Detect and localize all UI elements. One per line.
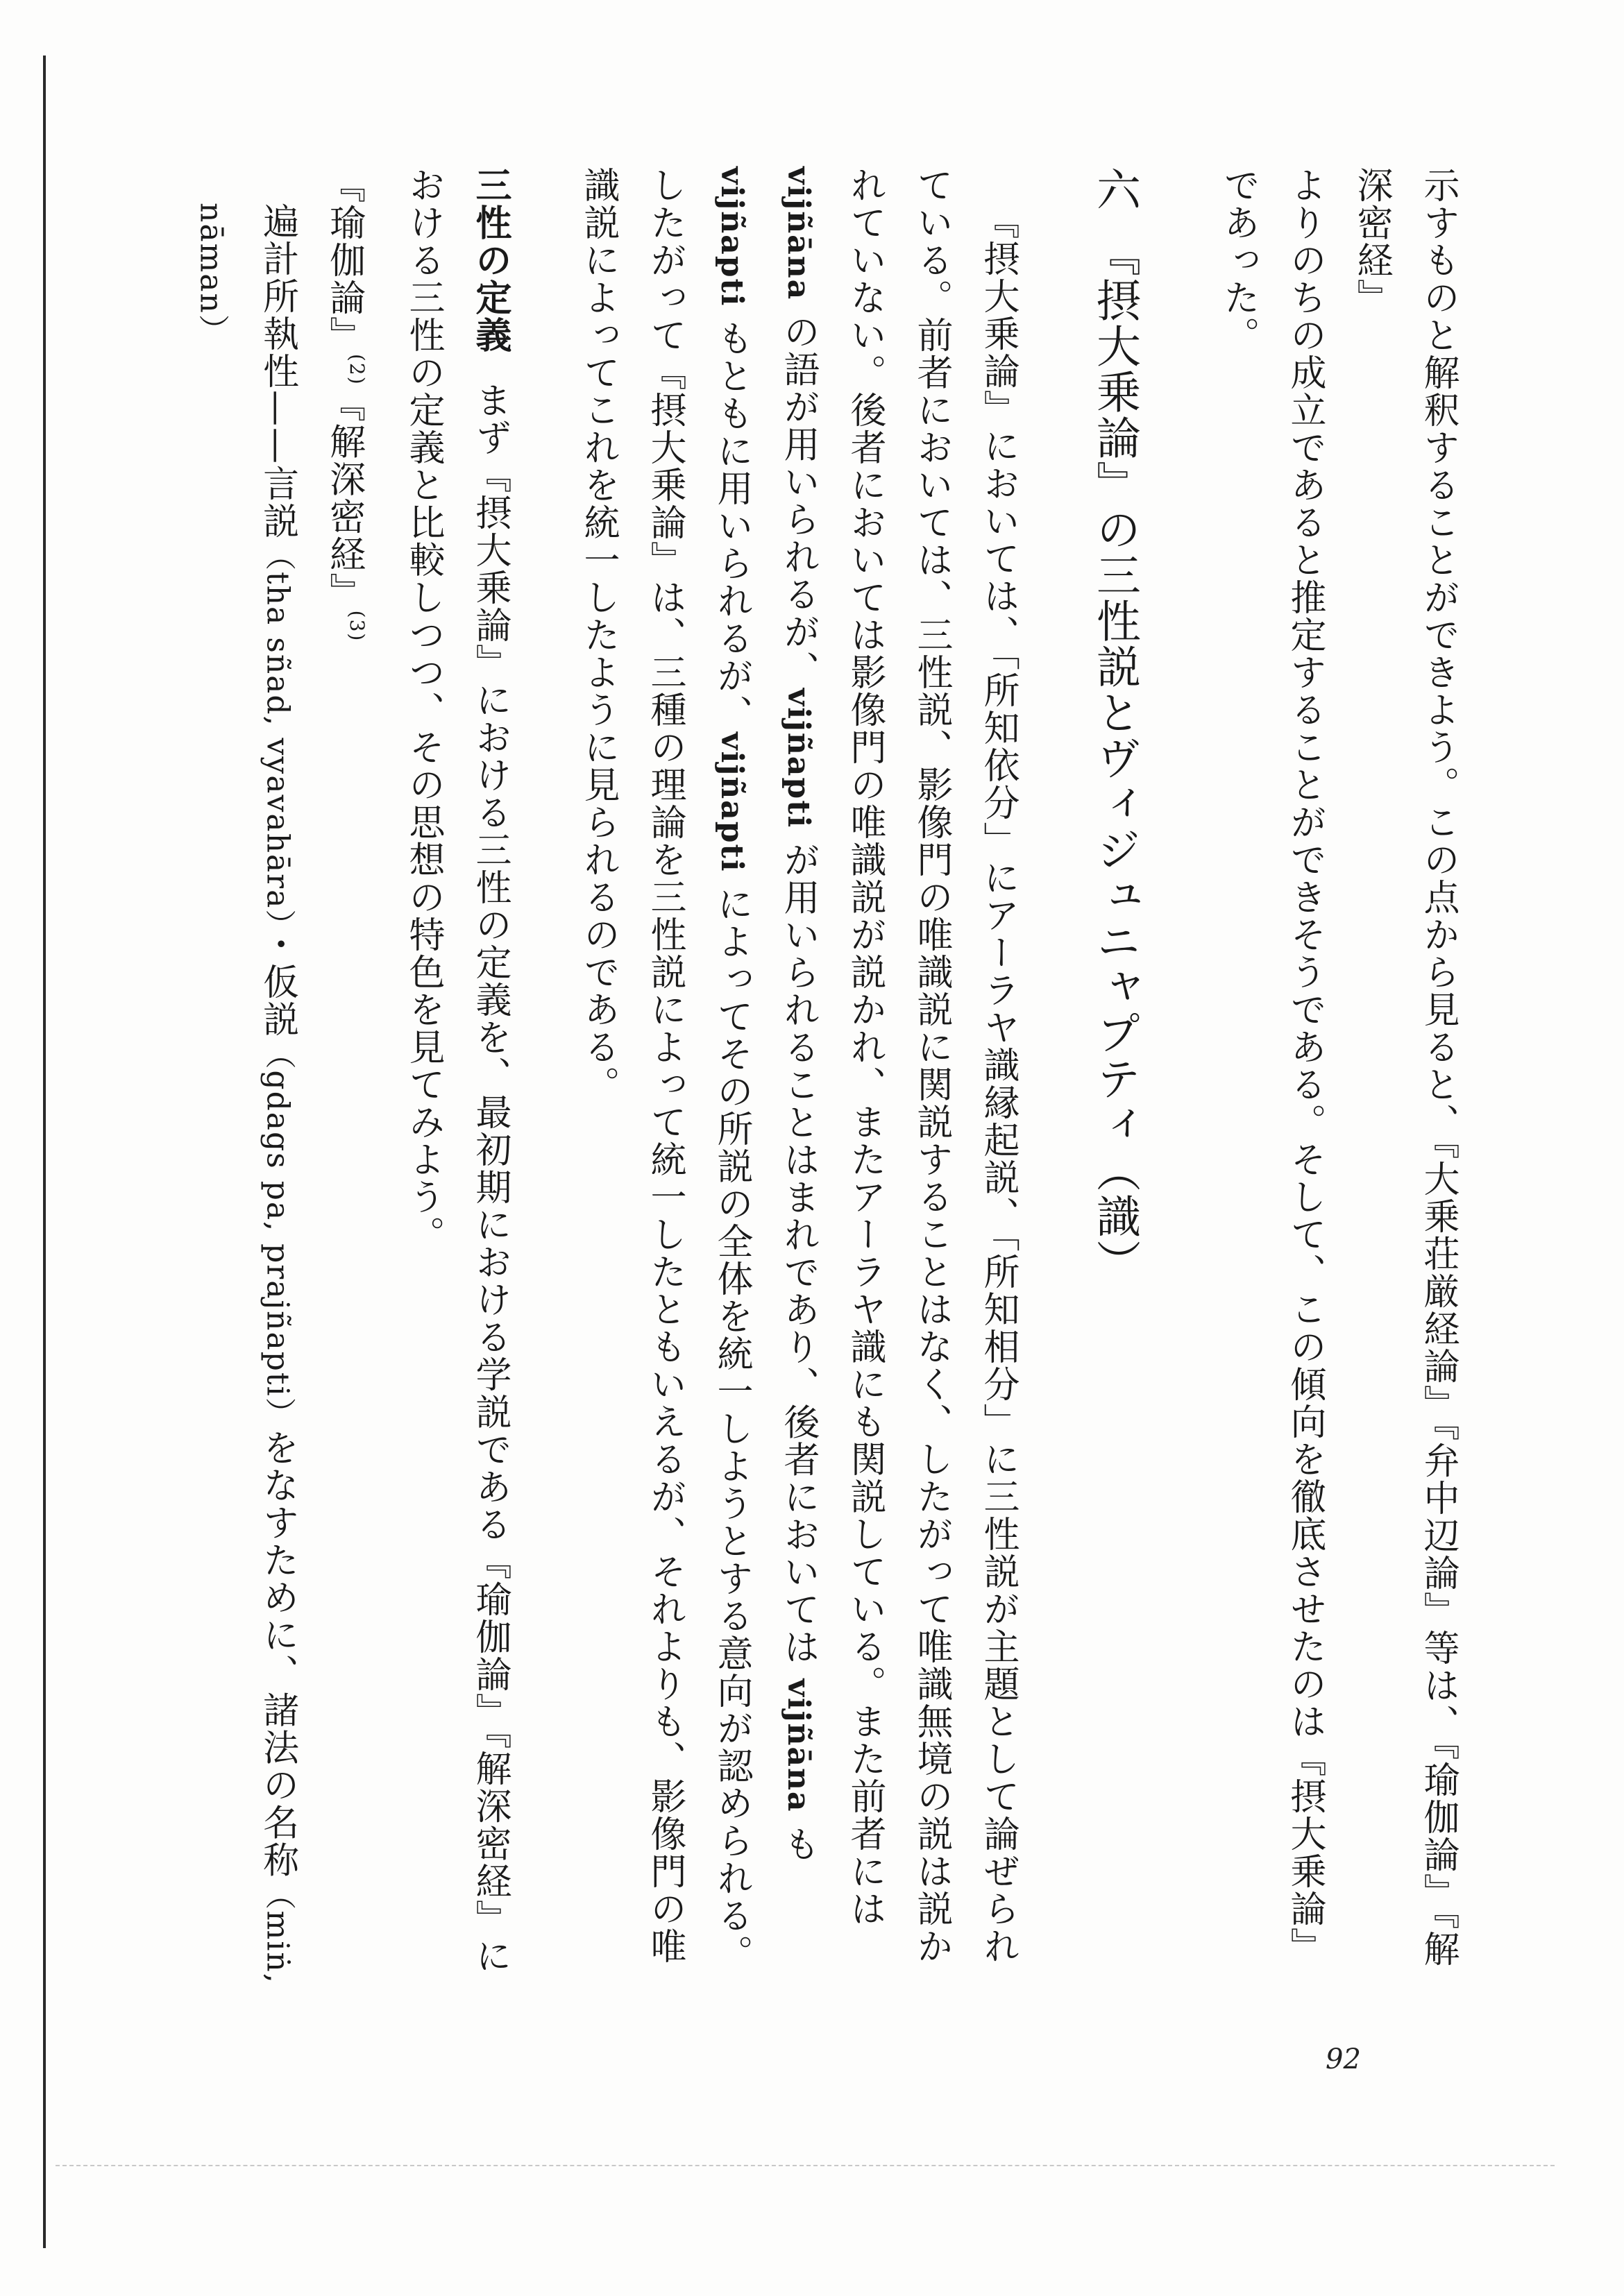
intro-line-2: よりのちの成立であると推定することができそうである。そして、この傾向を徹底させたのは『摂大乗論』であった。 — [1217, 167, 1326, 1965]
paragraph-definition — [390, 167, 523, 1984]
definition-line — [178, 167, 311, 1984]
para2-text: まず『摂大乗論』における三性の定義を、最初期における学説である『瑜伽論』『解深密経』における三性の定義と比較しつつ、その思想の特色を見てみよう。 — [403, 167, 511, 1975]
citation-yugaron: 『瑜伽論』 — [323, 167, 365, 354]
definition-term: 遍計所執性 — [256, 203, 298, 390]
definition-latin-b: （gdags pa, prajñapti） — [260, 1038, 296, 1429]
term-vijnana-1: vijñāna — [781, 167, 816, 301]
para1-text-d: も — [777, 1812, 819, 1864]
section-number: 六 — [1089, 167, 1140, 212]
footnote-ref-3: (3) — [346, 610, 369, 643]
definition-latin-c: （miṅ, nāman） — [193, 203, 296, 1984]
section-heading — [1073, 167, 1156, 1984]
para1-text-e: もともに用いられるが、 — [711, 307, 752, 733]
section-title: 『摂大乗論』の三性説とヴィジュニャプティ — [1089, 232, 1140, 1148]
citation-line — [311, 167, 390, 1984]
term-vijnapti-1: vijñapti — [781, 688, 816, 829]
para1-text-a: 『摂大乗論』においては、「所知依分」にアーラヤ識縁起説、「所知相分」に三性説が主題として論ぜられている。前者においては、三性説、影像門の唯識説に関説することはなく、したがって唯識無境の説は説かれていない。後者においては影像門の唯識説が説かれ、またアーラヤ識にも関説している。また前者には — [844, 167, 1019, 1965]
section-title-paren: （識） — [1089, 1148, 1140, 1285]
vertical-text-body — [83, 167, 1471, 1984]
paragraph-sanzetsu — [565, 167, 1031, 1984]
para1-text-b: の語が用いられるが、 — [777, 300, 819, 688]
para1-text-c: が用いられることはまれであり、後者においては — [777, 828, 819, 1679]
intro-line-1: 示すものと解釈することができよう。この点から見ると、『大乗荘厳経論』『弁中辺論』等は、『瑜伽論』『解深密経』 — [1351, 167, 1459, 1968]
footnote-ref-2: (2) — [346, 354, 369, 386]
definition-text-a: 言説 — [256, 465, 298, 540]
term-vijnapti-2: vijñapti — [714, 167, 750, 307]
citation-gejinmikkyo: 『解深密経』 — [323, 385, 365, 611]
term-vijnapti-3: vijñapti — [714, 732, 750, 873]
definition-latin-a: （tha sñad, vyavahāra） — [260, 540, 296, 926]
definition-text-c: をなすために、諸法の名称 — [256, 1429, 298, 1879]
term-vijnana-2: vijñāna — [781, 1678, 816, 1813]
para1-text-f: によってその所説の全体を統一しようとする意向が認められる。したがって『摂大乗論』は、三種の理論を三性説によって統一したともいえるが、それよりも、影像門の唯識説によってこれを統一したように見られるのである。 — [577, 167, 752, 1973]
definition-dash: —— — [256, 390, 298, 465]
definition-text-b: ・仮説 — [256, 926, 298, 1039]
binding-edge-rule — [43, 56, 46, 2248]
page-number: 92 — [1326, 2043, 1361, 2075]
paragraph-lead-heading: 三性の定義 — [469, 167, 511, 354]
scan-edge-line — [56, 2165, 1555, 2166]
